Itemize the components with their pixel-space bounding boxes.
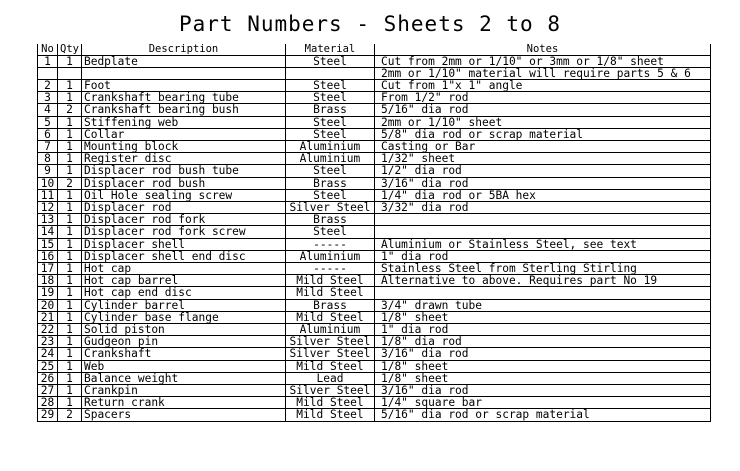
cell-description: Solid piston [81, 323, 285, 335]
cell-material: Aluminium [285, 140, 374, 152]
cell-no: 1 [38, 55, 58, 67]
table-row [38, 104, 711, 116]
cell-no: 14 [38, 226, 58, 238]
cell-qty: 1 [58, 275, 82, 287]
cell-material: Steel [285, 92, 374, 104]
table-row [38, 67, 711, 79]
cell-no: 16 [38, 250, 58, 262]
cell-qty: 1 [58, 360, 82, 372]
cell-description: Oil Hole sealing screw [81, 189, 285, 201]
cell-description: Return crank [81, 397, 285, 409]
cell-qty: 1 [58, 299, 82, 311]
cell-material: Brass [285, 104, 374, 116]
table-row [38, 336, 711, 348]
cell-material: Steel [285, 116, 374, 128]
cell-material: Steel [285, 165, 374, 177]
cell-notes: 1/4" square bar [374, 397, 710, 409]
cell-material: Aluminium [285, 250, 374, 262]
cell-no: 20 [38, 299, 58, 311]
cell-notes: 3/4" drawn tube [374, 299, 710, 311]
cell-no: 28 [38, 397, 58, 409]
cell-description: Hot cap barrel [81, 275, 285, 287]
cell-qty: 1 [58, 397, 82, 409]
cell-notes: 1/4" dia rod or 5BA hex [374, 189, 710, 201]
cell-material: Mild Steel [285, 409, 374, 421]
cell-no: 24 [38, 348, 58, 360]
cell-no: 15 [38, 238, 58, 250]
cell-description: Web [81, 360, 285, 372]
cell-material: Brass [285, 299, 374, 311]
cell-notes: 5/16" dia rod or scrap material [374, 409, 710, 421]
cell-no: 21 [38, 311, 58, 323]
cell-notes [374, 214, 710, 226]
cell-qty: 1 [58, 165, 82, 177]
cell-notes: 1/2" dia rod [374, 165, 710, 177]
table-row [38, 323, 711, 335]
cell-no: 27 [38, 384, 58, 396]
page-title: Part Numbers - Sheets 2 to 8 [178, 12, 561, 36]
cell-description: Displacer rod fork [81, 214, 285, 226]
cell-material: Mild Steel [285, 311, 374, 323]
table-row [38, 384, 711, 396]
cell-description: Cylinder base flange [81, 311, 285, 323]
cell-notes: Stainless Steel from Sterling Stirling [374, 262, 710, 274]
cell-notes: 1/8" dia rod [374, 336, 710, 348]
table-row [38, 153, 711, 165]
cell-material: Steel [285, 128, 374, 140]
cell-notes: 1/32" sheet [374, 153, 710, 165]
cell-notes: Cut from 2mm or 1/10" or 3mm or 1/8" sheet [374, 55, 710, 67]
cell-notes: Aluminium or Stainless Steel, see text [374, 238, 710, 250]
cell-qty: 1 [58, 287, 82, 299]
cell-notes: 5/8" dia rod or scrap material [374, 128, 710, 140]
table-row [38, 372, 711, 384]
cell-material: Silver Steel [285, 348, 374, 360]
cell-description: Hot cap end disc [81, 287, 285, 299]
cell-no: 6 [38, 128, 58, 140]
table-row [38, 201, 711, 213]
cell-no: 2 [38, 79, 58, 91]
table-row [38, 287, 711, 299]
cell-no: 17 [38, 262, 58, 274]
cell-material: Steel [285, 189, 374, 201]
cell-notes: 1" dia rod [374, 323, 710, 335]
header-no: No [38, 44, 58, 55]
cell-description: Gudgeon pin [81, 336, 285, 348]
cell-material: Silver Steel [285, 201, 374, 213]
cell-description: Hot cap [81, 262, 285, 274]
cell-no: 25 [38, 360, 58, 372]
header-description: Description [81, 44, 285, 55]
table-row [38, 128, 711, 140]
table-row [38, 409, 711, 421]
cell-description: Displacer rod [81, 201, 285, 213]
cell-description: Balance weight [81, 372, 285, 384]
cell-qty: 1 [58, 238, 82, 250]
cell-material: Aluminium [285, 153, 374, 165]
cell-no: 22 [38, 323, 58, 335]
table-row [38, 177, 711, 189]
cell-notes: 3/32" dia rod [374, 201, 710, 213]
cell-description: Mounting block [81, 140, 285, 152]
header-notes: Notes [374, 44, 710, 55]
cell-no: 3 [38, 92, 58, 104]
cell-description: Displacer rod bush tube [81, 165, 285, 177]
cell-notes: 2mm or 1/10" material will require parts 5 & 6 [374, 67, 710, 79]
cell-description: Displacer rod bush [81, 177, 285, 189]
cell-qty: 2 [58, 104, 82, 116]
cell-no: 29 [38, 409, 58, 421]
table-row [38, 299, 711, 311]
cell-qty: 2 [58, 177, 82, 189]
cell-notes: 1/8" sheet [374, 372, 710, 384]
table-row [38, 262, 711, 274]
cell-qty: 1 [58, 323, 82, 335]
cell-description: Crankpin [81, 384, 285, 396]
cell-notes: 3/16" dia rod [374, 384, 710, 396]
cell-qty: 1 [58, 311, 82, 323]
table-row [38, 360, 711, 372]
cell-notes [374, 287, 710, 299]
cell-description: Displacer shell end disc [81, 250, 285, 262]
cell-material: Silver Steel [285, 384, 374, 396]
table-row [38, 116, 711, 128]
table-row [38, 397, 711, 409]
cell-material: Brass [285, 177, 374, 189]
cell-notes: 1" dia rod [374, 250, 710, 262]
cell-material: Mild Steel [285, 360, 374, 372]
cell-notes: Cut from 1"x 1" angle [374, 79, 710, 91]
cell-qty: 1 [58, 189, 82, 201]
cell-no [38, 67, 58, 79]
cell-qty: 1 [58, 372, 82, 384]
cell-description: Register disc [81, 153, 285, 165]
cell-description: Displacer rod fork screw [81, 226, 285, 238]
cell-notes: 5/16" dia rod [374, 104, 710, 116]
cell-qty: 1 [58, 128, 82, 140]
cell-material: Mild Steel [285, 275, 374, 287]
cell-no: 18 [38, 275, 58, 287]
cell-material: Lead [285, 372, 374, 384]
cell-no: 10 [38, 177, 58, 189]
cell-no: 5 [38, 116, 58, 128]
cell-qty: 1 [58, 348, 82, 360]
cell-qty: 1 [58, 116, 82, 128]
cell-qty [58, 67, 82, 79]
table-row [38, 92, 711, 104]
cell-notes: From 1/2" rod [374, 92, 710, 104]
cell-notes [374, 226, 710, 238]
table-row [38, 311, 711, 323]
cell-material [285, 67, 374, 79]
cell-description: Collar [81, 128, 285, 140]
table-row [38, 226, 711, 238]
table-row [38, 79, 711, 91]
cell-description [81, 67, 285, 79]
table-row [38, 189, 711, 201]
cell-no: 13 [38, 214, 58, 226]
parts-rows [38, 55, 711, 421]
cell-qty: 1 [58, 140, 82, 152]
cell-notes: 1/8" sheet [374, 311, 710, 323]
cell-description: Bedplate [81, 55, 285, 67]
cell-material: Steel [285, 226, 374, 238]
cell-no: 12 [38, 201, 58, 213]
table-row [38, 55, 711, 67]
table-row [38, 214, 711, 226]
cell-description: Spacers [81, 409, 285, 421]
cell-material: Steel [285, 55, 374, 67]
cell-qty: 1 [58, 92, 82, 104]
table-row [38, 348, 711, 360]
cell-qty: 1 [58, 214, 82, 226]
cell-material: Brass [285, 214, 374, 226]
cell-description: Crankshaft bearing tube [81, 92, 285, 104]
cell-no: 26 [38, 372, 58, 384]
table-row [38, 140, 711, 152]
cell-notes: 3/16" dia rod [374, 348, 710, 360]
header-qty: Qty [58, 44, 82, 55]
cell-notes: Casting or Bar [374, 140, 710, 152]
cell-qty: 1 [58, 79, 82, 91]
cell-no: 23 [38, 336, 58, 348]
cell-description: Stiffening web [81, 116, 285, 128]
cell-material: Mild Steel [285, 397, 374, 409]
cell-qty: 2 [58, 409, 82, 421]
cell-no: 4 [38, 104, 58, 116]
table-row [38, 165, 711, 177]
cell-qty: 1 [58, 226, 82, 238]
cell-material: ----- [285, 262, 374, 274]
cell-material: Steel [285, 79, 374, 91]
table-row [38, 238, 711, 250]
parts-table [37, 44, 711, 422]
header-material: Material [285, 44, 374, 55]
cell-description: Crankshaft [81, 348, 285, 360]
cell-qty: 1 [58, 336, 82, 348]
cell-no: 7 [38, 140, 58, 152]
cell-notes: 3/16" dia rod [374, 177, 710, 189]
cell-description: Displacer shell [81, 238, 285, 250]
cell-qty: 1 [58, 201, 82, 213]
cell-qty: 1 [58, 250, 82, 262]
cell-notes: 2mm or 1/10" sheet [374, 116, 710, 128]
cell-material: ----- [285, 238, 374, 250]
cell-description: Crankshaft bearing bush [81, 104, 285, 116]
cell-qty: 1 [58, 153, 82, 165]
cell-no: 11 [38, 189, 58, 201]
table-row [38, 275, 711, 287]
cell-material: Mild Steel [285, 287, 374, 299]
cell-material: Aluminium [285, 323, 374, 335]
cell-notes: Alternative to above. Requires part No 19 [374, 275, 710, 287]
cell-description: Foot [81, 79, 285, 91]
cell-no: 9 [38, 165, 58, 177]
cell-material: Silver Steel [285, 336, 374, 348]
cell-notes: 1/8" sheet [374, 360, 710, 372]
cell-qty: 1 [58, 262, 82, 274]
cell-no: 19 [38, 287, 58, 299]
table-row [38, 250, 711, 262]
cell-description: Cylinder barrel [81, 299, 285, 311]
header-row [38, 44, 711, 55]
cell-qty: 1 [58, 384, 82, 396]
cell-no: 8 [38, 153, 58, 165]
cell-qty: 1 [58, 55, 82, 67]
